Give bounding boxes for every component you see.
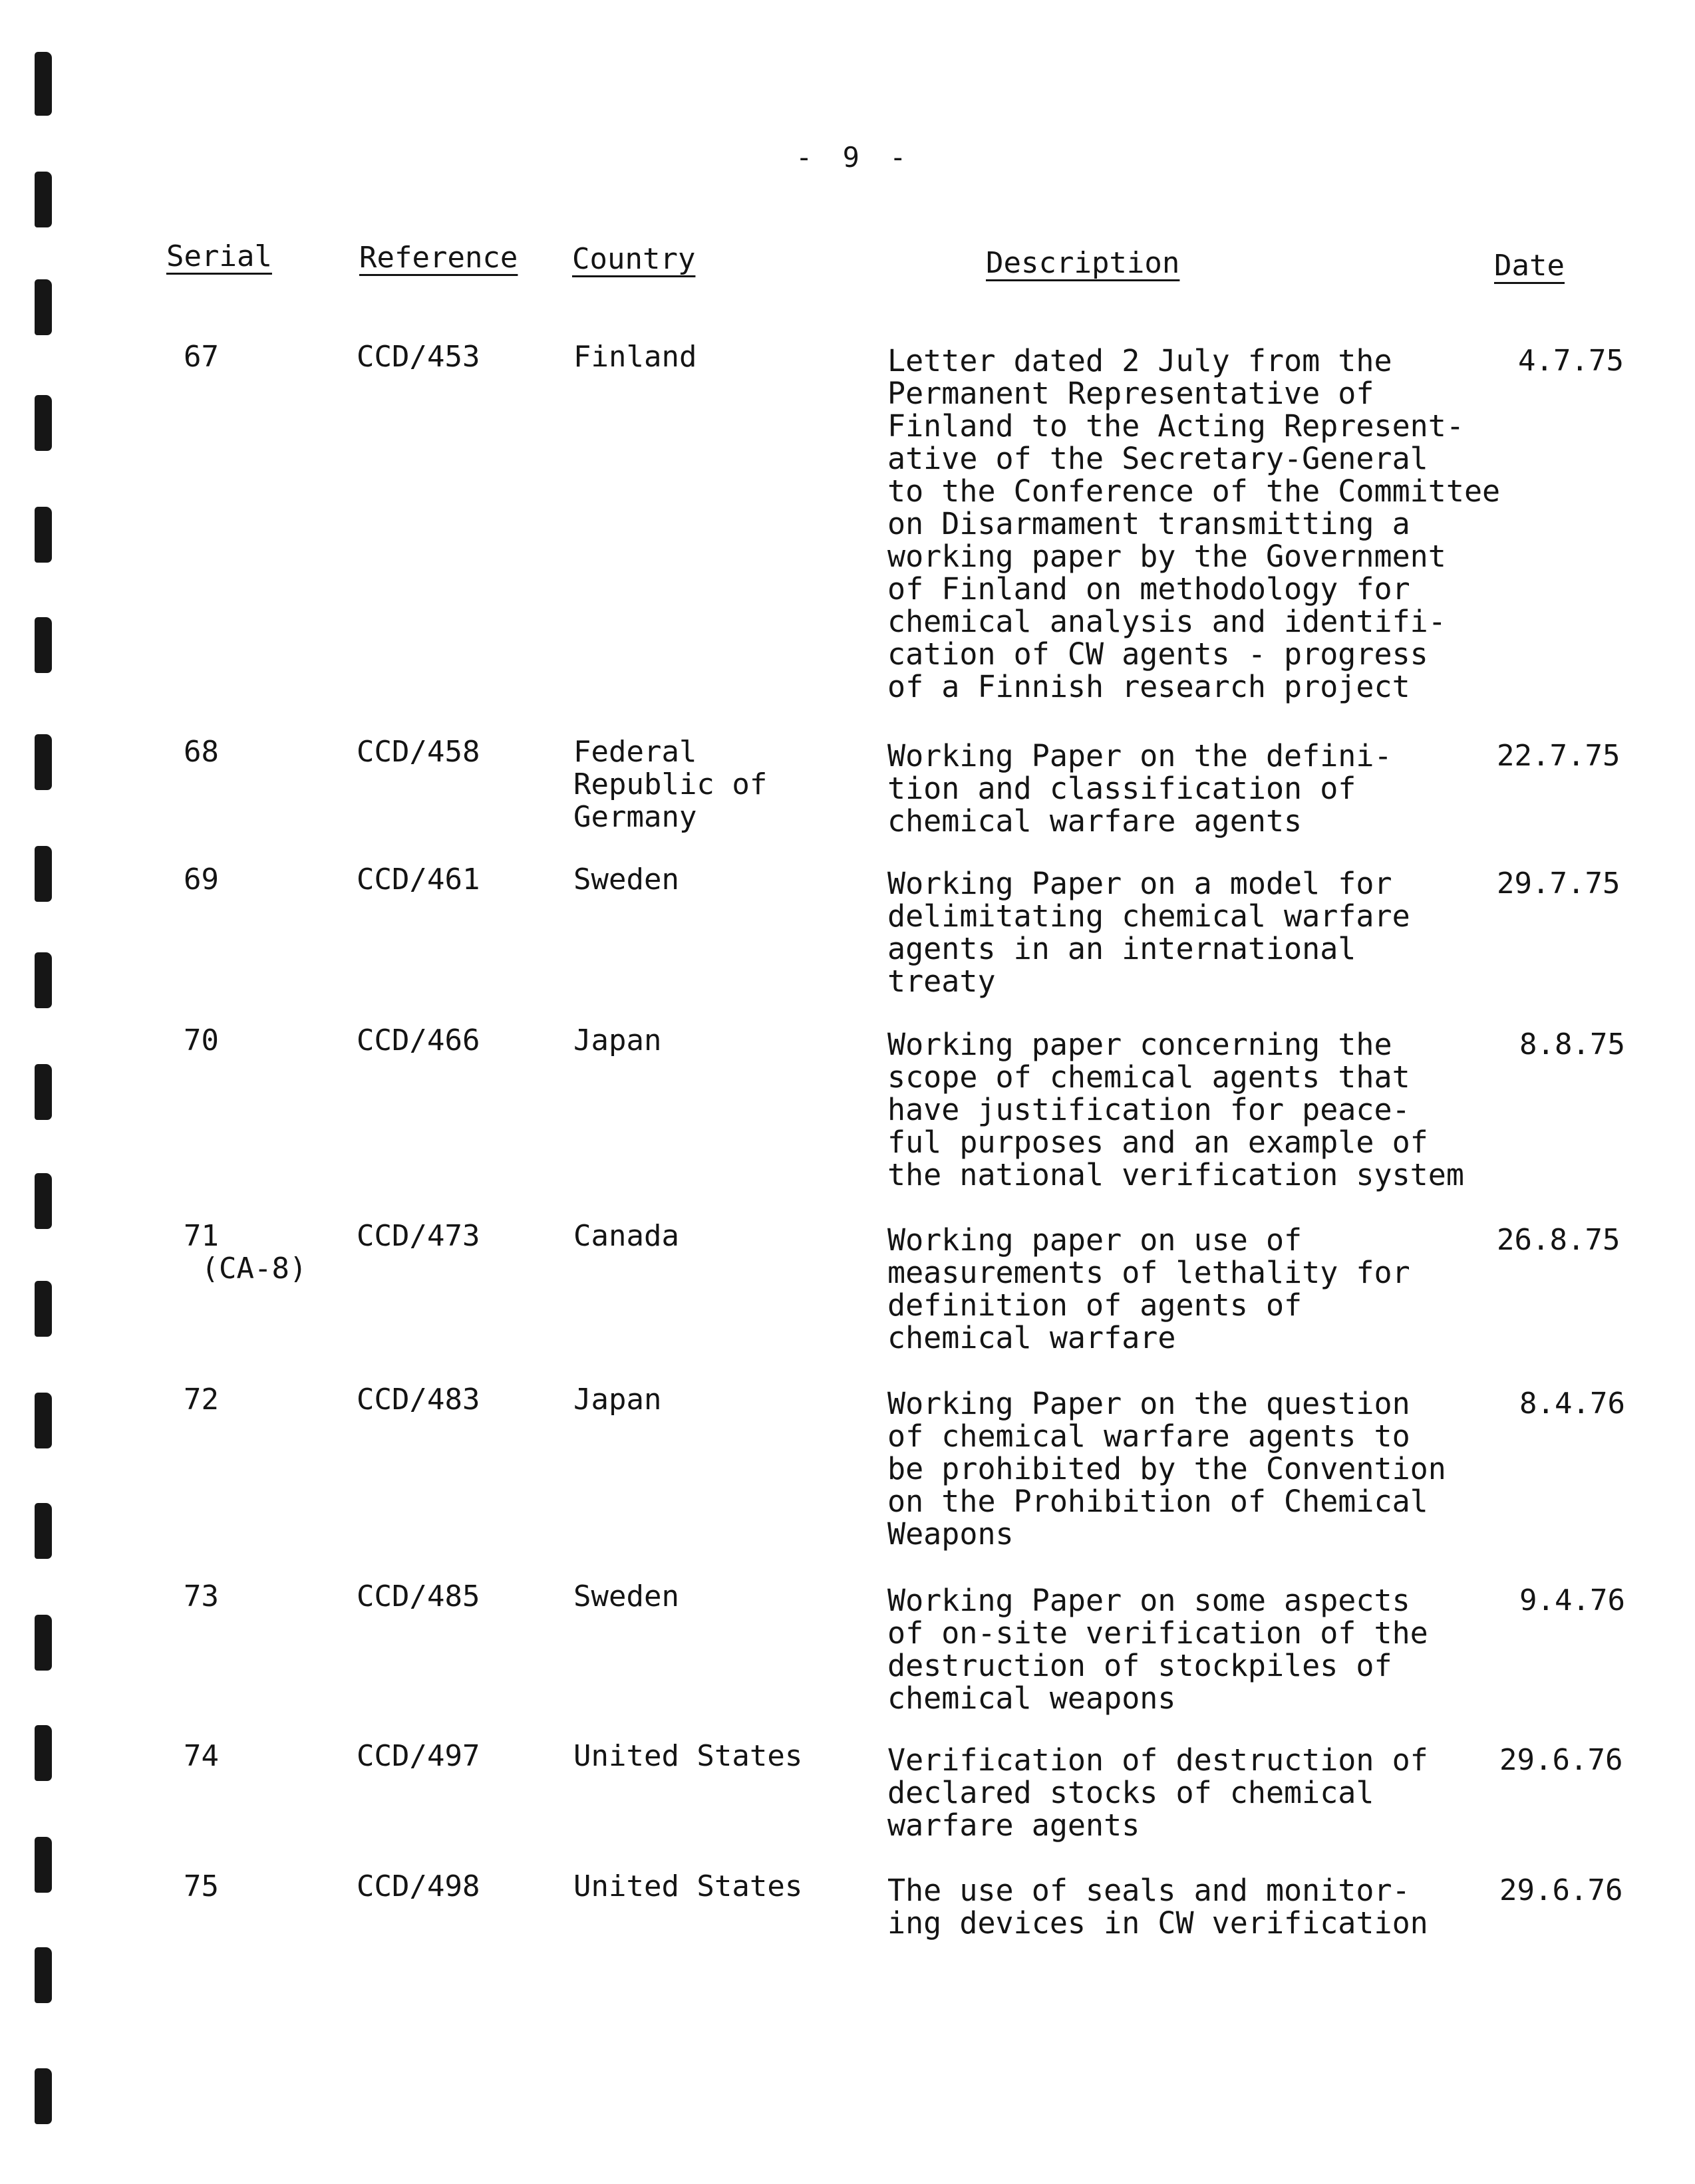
description-cell: Working paper on use of measurements of lethality for definition of agents of chemical warfare (887, 1222, 1410, 1355)
reference-cell: CCD/498 (357, 1869, 480, 1903)
country-cell: Finland (573, 340, 697, 374)
description-cell: Working Paper on some aspects of on-site verification of the destruction of stockpiles of chemical weapons (887, 1583, 1428, 1716)
binding-mark (35, 1503, 52, 1559)
binding-mark (35, 1947, 52, 2003)
header-date: Date (1494, 249, 1565, 283)
date-cell: 4.7.75 (1518, 344, 1624, 378)
binding-mark (35, 52, 52, 116)
binding-mark (35, 507, 52, 563)
serial-cell: 69 (184, 863, 219, 896)
description-cell: The use of seals and monitor- ing devices in CW verification (887, 1873, 1428, 1941)
binding-holes-strip (31, 0, 57, 2184)
date-cell: 8.4.76 (1519, 1387, 1625, 1421)
binding-mark (35, 1393, 52, 1448)
binding-mark (35, 1837, 52, 1893)
date-cell: 9.4.76 (1519, 1583, 1625, 1617)
serial-cell: 75 (184, 1869, 219, 1903)
binding-mark (35, 1173, 52, 1229)
description-cell: Working Paper on a model for delimitating chemical warfare agents in an international treaty (887, 866, 1410, 999)
date-cell: 22.7.75 (1497, 739, 1620, 773)
date-cell: 29.6.76 (1499, 1873, 1623, 1907)
binding-mark (35, 846, 52, 902)
page-number: - 9 - (796, 141, 913, 174)
country-cell: Japan (573, 1024, 662, 1057)
description-cell: Working Paper on the defini- tion and classification of chemical warfare agents (887, 738, 1392, 839)
reference-cell: CCD/461 (357, 863, 480, 896)
binding-mark (35, 395, 52, 451)
date-cell: 29.6.76 (1499, 1743, 1623, 1777)
binding-mark (35, 1615, 52, 1671)
serial-cell: 74 (184, 1739, 219, 1773)
country-cell: Japan (573, 1383, 662, 1417)
date-cell: 26.8.75 (1497, 1223, 1620, 1257)
description-cell: Working Paper on the question of chemical warfare agents to be prohibited by the Convention on the Prohibition of Chemical Weapons (887, 1386, 1446, 1552)
serial-cell: 70 (184, 1024, 219, 1057)
description-cell: Working paper concerning the scope of chemical agents that have justification for peace- ful purposes and an example of the national verification system (887, 1027, 1464, 1192)
serial-cell: 71 (CA-8) (184, 1219, 307, 1286)
header-description: Description (986, 246, 1180, 280)
country-cell: United States (573, 1739, 803, 1773)
header-country: Country (572, 242, 696, 276)
reference-cell: CCD/458 (357, 735, 480, 769)
header-serial: Serial (166, 239, 272, 273)
binding-mark (35, 1725, 52, 1781)
description-cell: Verification of destruction of declared stocks of chemical warfare agents (887, 1742, 1428, 1843)
reference-cell: CCD/466 (357, 1024, 480, 1057)
header-reference: Reference (359, 241, 518, 275)
country-cell: Canada (573, 1219, 679, 1253)
binding-mark (35, 952, 52, 1008)
serial-cell: 72 (184, 1383, 219, 1417)
binding-mark (35, 734, 52, 790)
reference-cell: CCD/473 (357, 1219, 480, 1253)
binding-mark (35, 279, 52, 335)
serial-cell: 73 (184, 1579, 219, 1613)
reference-cell: CCD/453 (357, 340, 480, 374)
serial-cell: 68 (184, 735, 219, 769)
description-cell: Letter dated 2 July from the Permanent Representative of Finland to the Acting Represent- ative of the Secretary-General to the Conference of the Committee on Disarmament transmitting a working paper by the Government of Finland on methodology for chemical analysis and identifi- cation of CW agents - progress of a Finnish research project (887, 343, 1501, 704)
binding-mark (35, 617, 52, 673)
reference-cell: CCD/497 (357, 1739, 480, 1773)
reference-cell: CCD/485 (357, 1579, 480, 1613)
date-cell: 8.8.75 (1519, 1027, 1625, 1061)
binding-mark (35, 172, 52, 227)
country-cell: United States (573, 1869, 803, 1903)
country-cell: Sweden (573, 863, 679, 896)
country-cell: Sweden (573, 1579, 679, 1613)
binding-mark (35, 2068, 52, 2124)
country-cell: Federal Republic of Germany (573, 735, 768, 834)
reference-cell: CCD/483 (357, 1383, 480, 1417)
date-cell: 29.7.75 (1497, 867, 1620, 900)
serial-cell: 67 (184, 340, 219, 374)
binding-mark (35, 1281, 52, 1337)
binding-mark (35, 1064, 52, 1120)
